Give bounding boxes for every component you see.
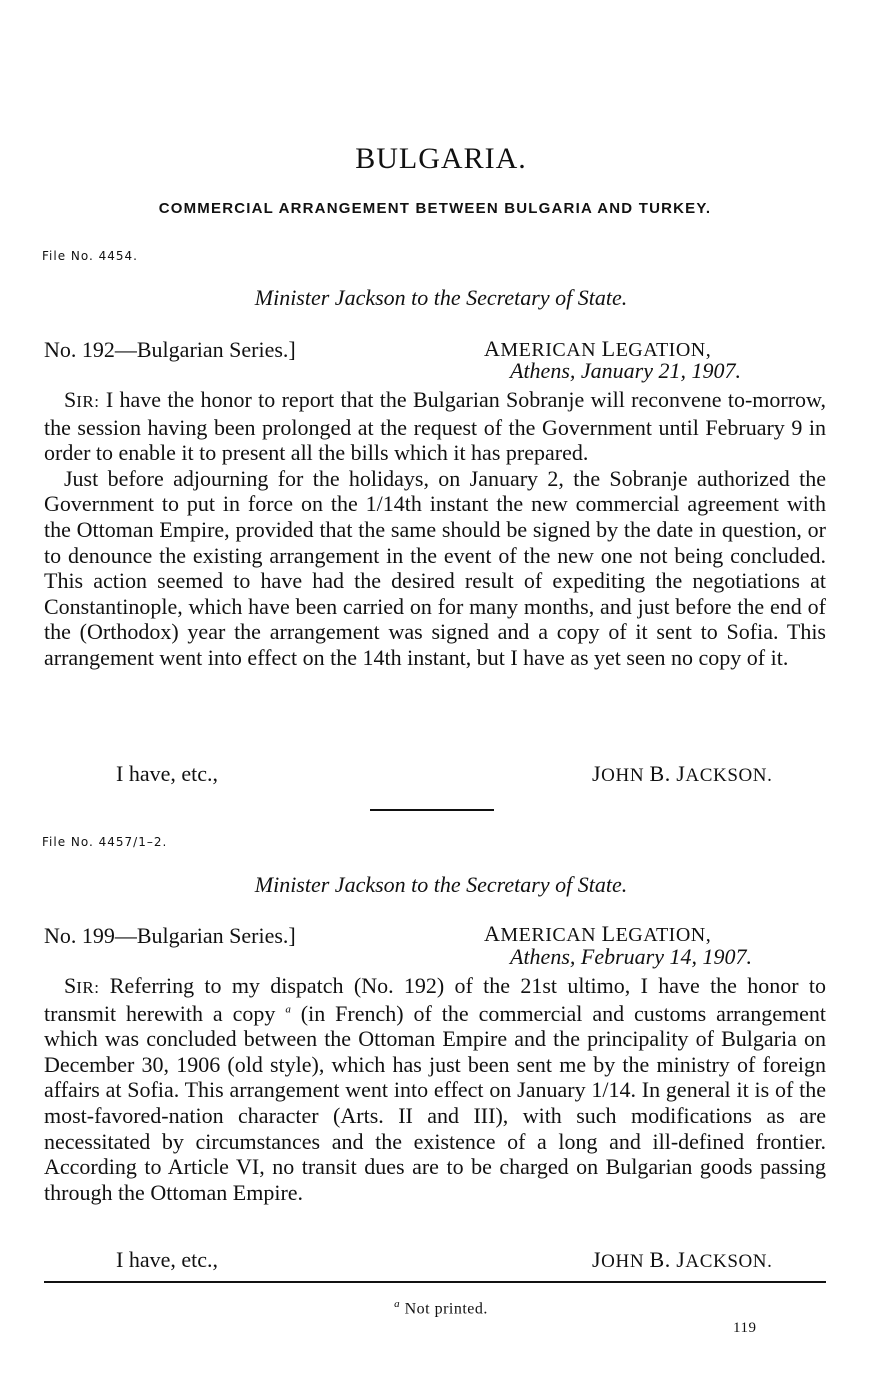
page-title: BULGARIA. — [355, 142, 527, 175]
place-date: Athens, February 14, 1907. — [510, 944, 752, 969]
closing: I have, etc., — [116, 1247, 218, 1272]
legation-name: AMERICAN LEGATION, — [484, 921, 712, 946]
page-number: 119 — [733, 1320, 757, 1336]
footnote-reference: a — [285, 1003, 291, 1016]
section-divider — [370, 809, 494, 811]
place-date: Athens, January 21, 1907. — [510, 358, 741, 383]
paragraph: SIR: Referring to my dispatch (No. 192) of the 21st ultimo, I have the honor to transmit herewith a copy $^a$ (in French) of the commercial and customs arrangement which was concluded between the Ottoman Empire and the principality of Bulgaria on December 30, 1906 (old style), which has just been sent me by the ministry of foreign affairs at Sofia. This arrangement went into effect on January 1/14. In general it is of the most-favored-nation character (Arts. II and III), with such modifications as are necessitated by circumstances and the existence of a long and ill-defined frontier. According to Article VI, no transit dues are to be charged on Bulgarian goods passing through the Ottoman Empire. — [44, 973, 827, 1205]
paragraph: SIR: I have the honor to report that the Bulgarian Sobranje will reconvene to-morrow, the session having been prolonged at the request of the Government until February 9 in order to enable it to present all the bills which it has prepared. — [44, 387, 827, 466]
page-subtitle: COMMERCIAL ARRANGEMENT BETWEEN BULGARIA AND TURKEY. — [158, 200, 712, 217]
signature: JOHN B. JACKSON. — [592, 1247, 773, 1272]
letter-body — [44, 973, 826, 1205]
file-number: File No. 4457/1–2. — [42, 835, 168, 849]
footnote-divider — [44, 1281, 826, 1283]
signature: JOHN B. JACKSON. — [592, 761, 773, 786]
series-number: No. 199—Bulgarian Series.] — [44, 923, 296, 948]
file-number: File No. 4454. — [42, 249, 138, 263]
letter-heading: Minister Jackson to the Secretary of State. — [254, 872, 628, 897]
paragraph: Just before adjourning for the holidays, on January 2, the Sobranje authorized the Government to put in force on the 1/14th instant the new commercial agreement with the Ottoman Empire, provided that the same should be signed by the date in question, or to denounce the existing arrangement in the event of the new one not being concluded. This action seemed to have had the desired result of expediting the negotiations at Constantinople, which have been carried on for many months, and just before the end of the (Orthodox) year the arrangement was signed and a copy of it sent to Sofia. This arrangement went into effect on the 14th instant, but I have as yet seen no copy of it. — [44, 465, 826, 670]
legation-name: AMERICAN LEGATION, — [484, 336, 712, 361]
letter-heading: Minister Jackson to the Secretary of State. — [254, 285, 628, 310]
closing: I have, etc., — [116, 761, 218, 786]
letter-body — [44, 387, 826, 671]
series-number: No. 192—Bulgarian Series.] — [44, 337, 296, 362]
footnote: $^a$ Not printed. — [394, 1298, 488, 1318]
